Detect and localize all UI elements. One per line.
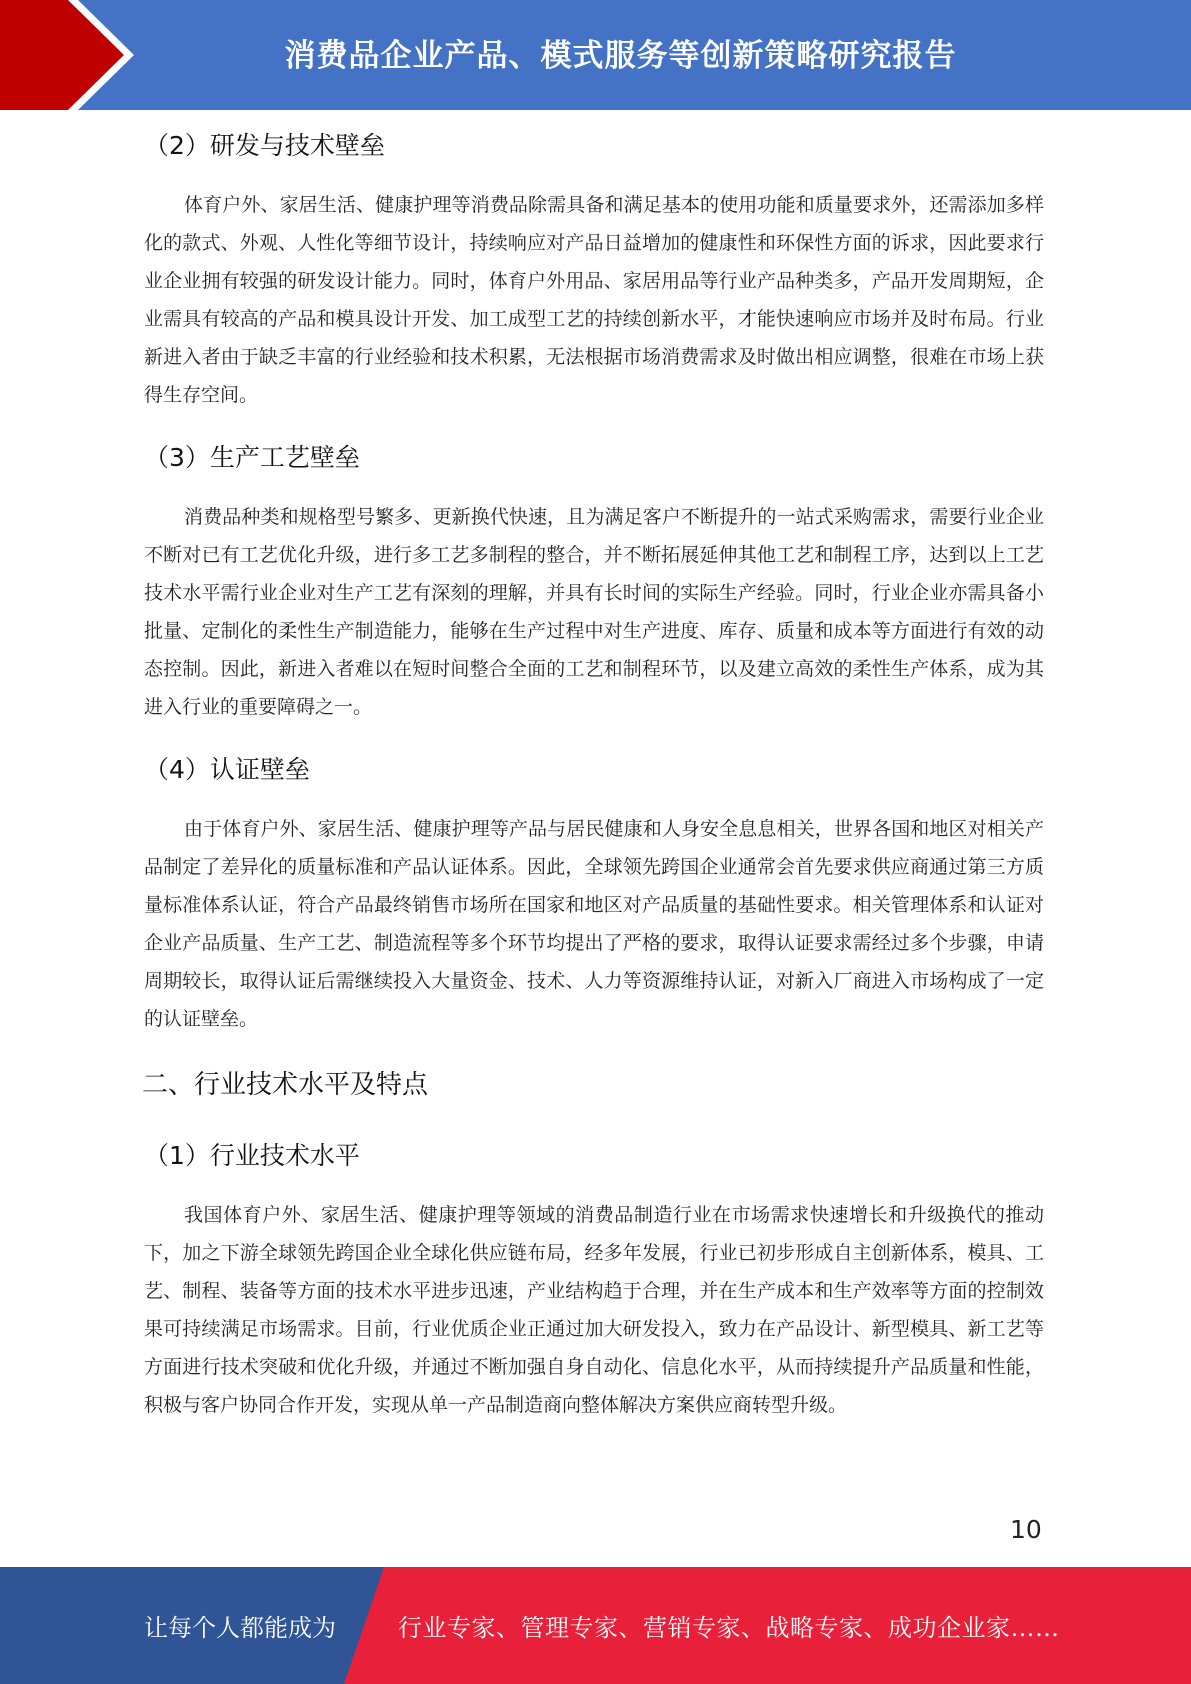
page-header — [0, 0, 1191, 110]
section-paragraph-tech-level: 我国体育户外、家居生活、健康护理等领域的消费品制造行业在市场需求快速增长和升级换代的推动下，加之下游全球领先跨国企业全球化供应链布局，经多年发展，行业已初步形成自主创新体系，模具、工艺、制程、装备等方面的技术水平进步迅速，产业结构趋于合理，并在生产成本和生产效率等方面的控制效果可持续满足市场需求。目前，行业优质企业正通过加大研发投入，致力在产品设计、新型模具、新工艺等方面进行技术突破和优化升级，并通过不断加强自身自动化、信息化水平，从而持续提升产品质量和性能，积极与客户协同合作开发，实现从单一产品制造商向整体解决方案供应商转型升级。 — [144, 1204, 1044, 1416]
document-body — [144, 116, 1044, 1424]
page-number: 10 — [1010, 1515, 1042, 1544]
section-heading-production-barrier: （3）生产工艺壁垒 — [144, 443, 360, 472]
section-paragraph-rd-barrier: 体育户外、家居生活、健康护理等消费品除需具备和满足基本的使用功能和质量要求外，还需添加多样化的款式、外观、人性化等细节设计，持续响应对产品日益增加的健康性和环保性方面的诉求，因此要求行业企业拥有较强的研发设计能力。同时，体育户外用品、家居用品等行业产品种类多，产品开发周期短，企业需具有较高的产品和模具设计开发、加工成型工艺的持续创新水平，才能快速响应市场并及时布局。行业新进入者由于缺乏丰富的行业经验和技术积累，无法根据市场消费需求及时做出相应调整，很难在市场上获得生存空间。 — [144, 194, 1044, 406]
section-heading-certification-barrier: （4）认证壁垒 — [144, 755, 310, 784]
chapter-heading: 二、行业技术水平及特点 — [142, 1070, 429, 1100]
section-heading-tech-level: （1）行业技术水平 — [144, 1141, 360, 1170]
footer-slogan-right: 行业专家、管理专家、营销专家、战略专家、成功企业家…… — [398, 1614, 1060, 1642]
page-footer — [0, 1567, 1191, 1684]
footer-slogan-left: 让每个人都能成为 — [144, 1614, 336, 1642]
header-title — [150, 0, 1191, 104]
header-title-text: 消费品企业产品、模式服务等创新策略研究报告 — [284, 37, 957, 74]
header-arrow-decoration — [0, 0, 150, 110]
section-paragraph-production-barrier: 消费品种类和规格型号繁多、更新换代快速，且为满足客户不断提升的一站式采购需求，需要行业企业不断对已有工艺优化升级，进行多工艺多制程的整合，并不断拓展延伸其他工艺和制程工序，达到以上工艺技术水平需行业企业对生产工艺有深刻的理解，并具有长时间的实际生产经验。同时，行业企业亦需具备小批量、定制化的柔性生产制造能力，能够在生产过程中对生产进度、库存、质量和成本等方面进行有效的动态控制。因此，新进入者难以在短时间整合全面的工艺和制程环节，以及建立高效的柔性生产体系，成为其进入行业的重要障碍之一。 — [144, 506, 1044, 718]
section-heading-rd-barrier: （2）研发与技术壁垒 — [144, 131, 385, 160]
section-paragraph-certification-barrier: 由于体育户外、家居生活、健康护理等产品与居民健康和人身安全息息相关，世界各国和地区对相关产品制定了差异化的质量标准和产品认证体系。因此，全球领先跨国企业通常会首先要求供应商通过第三方质量标准体系认证，符合产品最终销售市场所在国家和地区对产品质量的基础性要求。相关管理体系和认证对企业产品质量、生产工艺、制造流程等多个环节均提出了严格的要求，取得认证要求需经过多个步骤，申请周期较长，取得认证后需继续投入大量资金、技术、人力等资源维持认证，对新入厂商进入市场构成了一定的认证壁垒。 — [144, 818, 1044, 1030]
